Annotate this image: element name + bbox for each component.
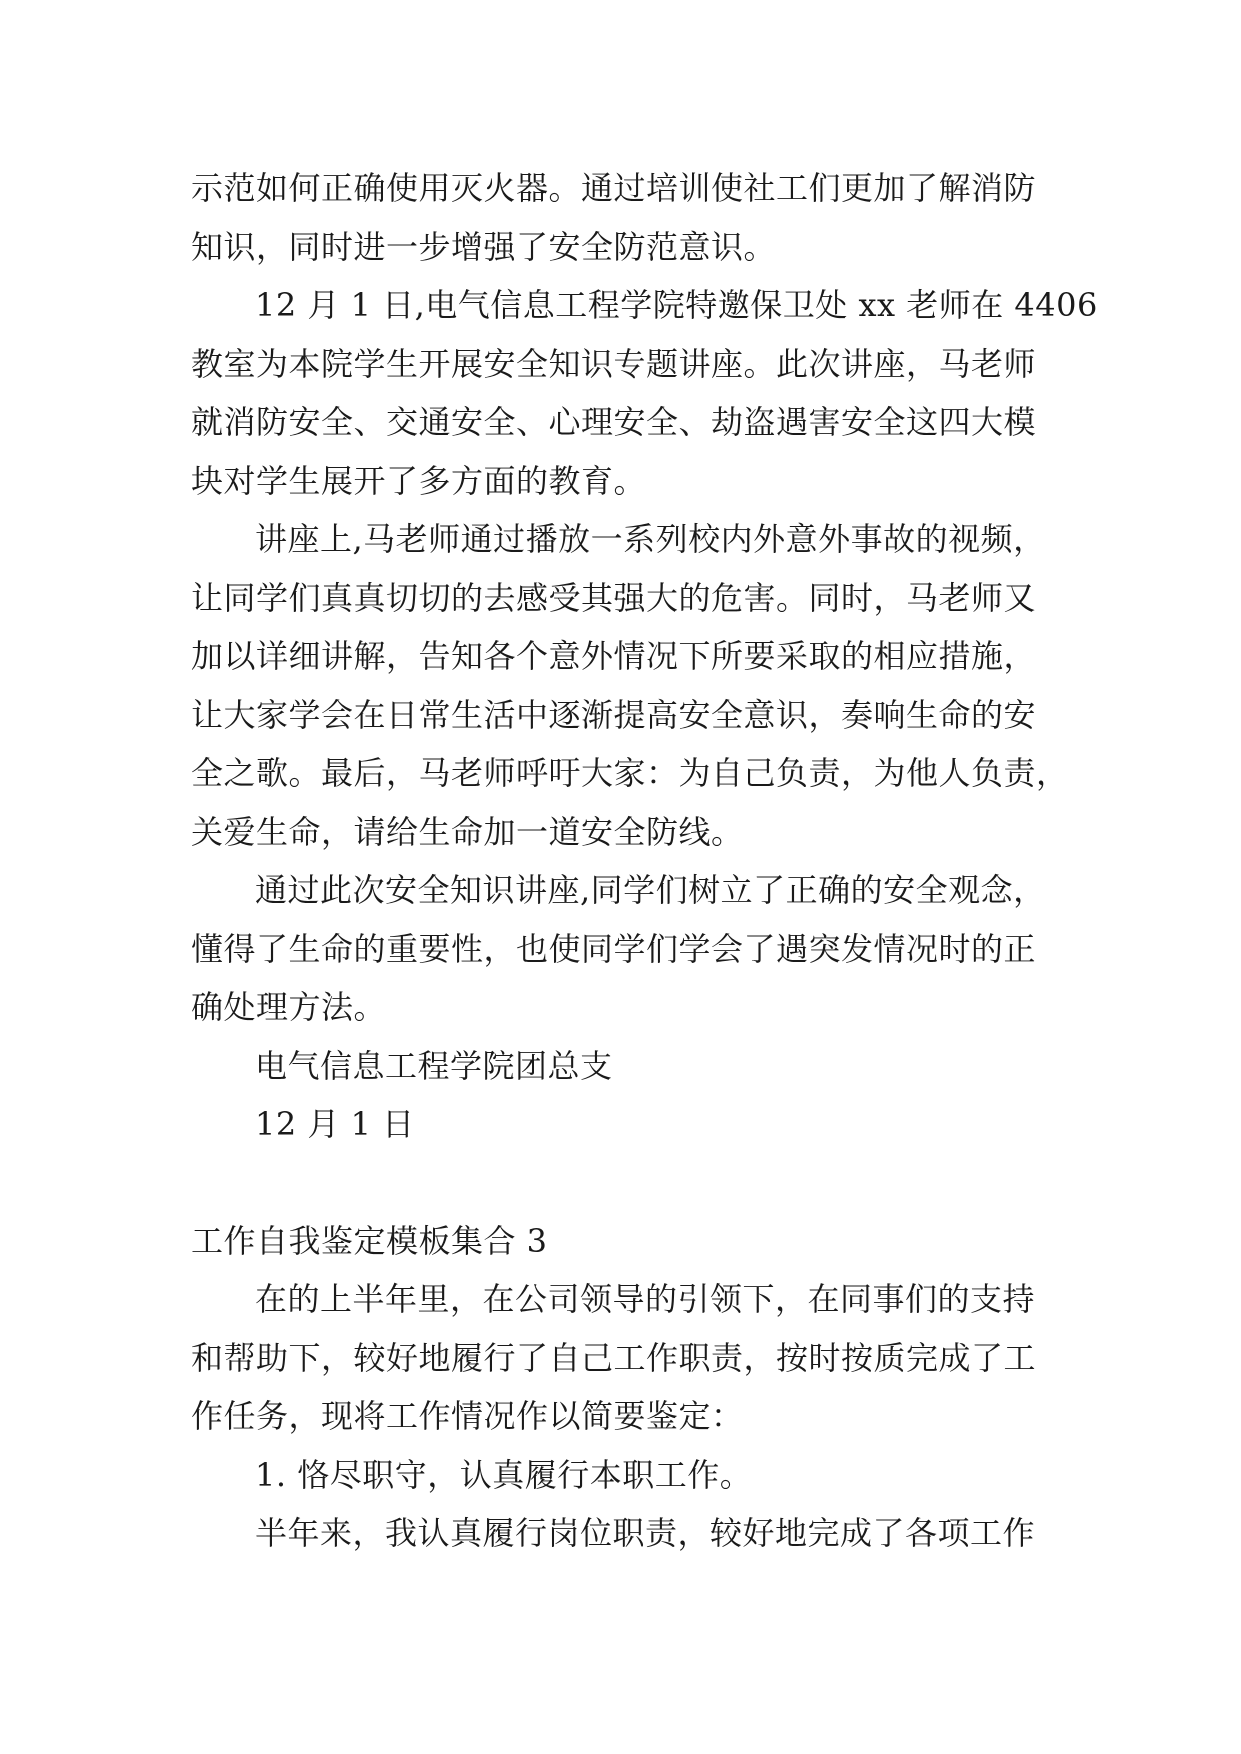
list-item-heading: 1. 恪尽职守，认真履行本职工作。 xyxy=(255,1455,753,1494)
text-line: 关爱生命，请给生命加一道安全防线。 xyxy=(191,812,744,851)
section-spacer xyxy=(191,1154,1061,1212)
text-line: 作任务，现将工作情况作以简要鉴定： xyxy=(191,1397,744,1435)
document-body xyxy=(191,159,1098,1563)
text-line: 让大家学会在日常生活中逐渐提高安全意识，奏响生命的安 xyxy=(191,695,1037,734)
signature-block xyxy=(191,1037,1061,1154)
text-line: 通过此次安全知识讲座,同学们树立了正确的安全观念， xyxy=(255,871,1046,909)
paragraph xyxy=(191,1270,1061,1446)
text-line: 教室为本院学生开展安全知识专题讲座。此次讲座，马老师 xyxy=(191,344,1037,383)
paragraph xyxy=(191,1446,1061,1505)
text-line: 加以详细讲解，告知各个意外情况下所要采取的相应措施， xyxy=(191,637,1037,675)
text-line: 讲座上,马老师通过播放一系列校内外意外事故的视频， xyxy=(255,520,1046,558)
signature-organization: 电气信息工程学院团总支 xyxy=(255,1046,613,1085)
paragraph xyxy=(191,1504,1061,1563)
paragraph xyxy=(191,276,1098,510)
paragraph xyxy=(191,159,1061,276)
signature-date: 12 月 1 日 xyxy=(255,1105,415,1143)
text-line: 和帮助下，较好地履行了自己工作职责，按时按质完成了工 xyxy=(191,1338,1037,1377)
section-title: 工作自我鉴定模板集合 3 xyxy=(191,1221,548,1260)
text-line: 就消防安全、交通安全、心理安全、劫盗遇害安全这四大模 xyxy=(191,403,1037,441)
paragraph xyxy=(191,510,1069,861)
text-line: 示范如何正确使用灭火器。通过培训使社工们更加了解消防 xyxy=(191,169,1037,207)
text-line: 在的上半年里，在公司领导的引领下，在同事们的支持 xyxy=(255,1280,1036,1318)
text-line: 12 月 1 日,电气信息工程学院特邀保卫处 xx 老师在 4406 xyxy=(255,286,1098,324)
text-line: 懂得了生命的重要性，也使同学们学会了遇突发情况时的正 xyxy=(191,929,1037,968)
text-line: 确处理方法。 xyxy=(191,988,387,1026)
text-line: 块对学生展开了多方面的教育。 xyxy=(191,461,647,500)
text-line: 让同学们真真切切的去感受其强大的危害。同时，马老师又 xyxy=(191,578,1037,617)
text-line: 知识，同时进一步增强了安全防范意识。 xyxy=(191,227,777,266)
paragraph xyxy=(191,861,1061,1037)
text-line: 全之歌。最后，马老师呼吁大家：为自己负责，为他人负责， xyxy=(191,754,1069,792)
text-line: 半年来，我认真履行岗位职责，较好地完成了各项工作 xyxy=(255,1514,1036,1552)
